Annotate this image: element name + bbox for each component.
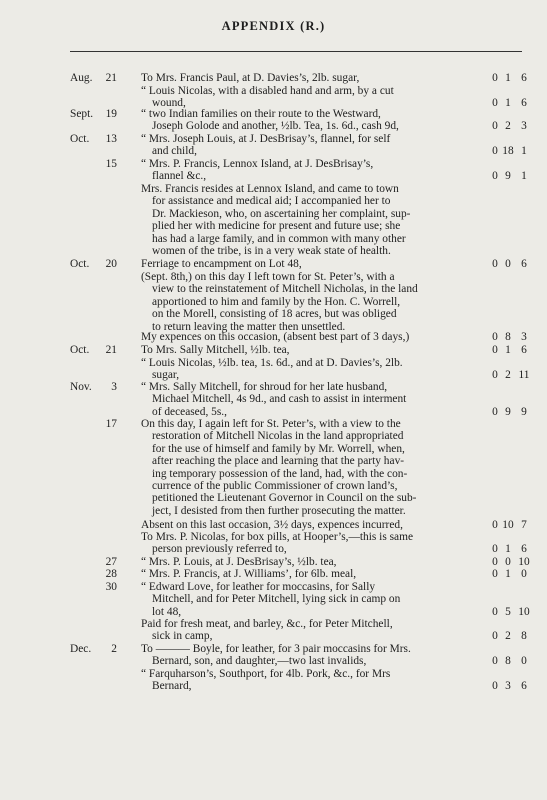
entry-line: To Mrs. Sally Mitchell, ½lb. tea, xyxy=(141,344,290,356)
amount-shillings: 5 xyxy=(505,605,511,618)
amount-shillings: 1 xyxy=(505,72,511,84)
entry-line: sugar, xyxy=(152,369,180,382)
entry-line: Paid for fresh meat, and barley, &c., for Peter Mitchell, xyxy=(141,618,393,630)
amount-pounds: 0 xyxy=(492,680,498,693)
entry-line: currence of the public Commissioner of crown land’s, xyxy=(152,480,398,493)
amount-pounds: 0 xyxy=(492,630,498,643)
entry-line: apportioned to him and family by the Hon. C. Worrell, xyxy=(152,295,401,308)
amount-shillings: 1 xyxy=(505,568,511,580)
entry-text xyxy=(141,331,479,343)
entry-day: 3 xyxy=(111,381,117,393)
entry-line: petitioned the Lieutenant Governor in Council on the sub- xyxy=(152,492,417,505)
entry-line: to return leaving the matter then unsettled. xyxy=(152,320,346,333)
entry-text xyxy=(141,381,479,418)
entry-line: “ Edward Love, for leather for moccasins, for Sally xyxy=(141,581,376,593)
amount-pence: 6 xyxy=(521,258,527,270)
amount-pounds: 0 xyxy=(492,556,498,568)
entry-line: lot 48, xyxy=(152,605,182,618)
entry-day: 17 xyxy=(105,418,117,430)
entry-line: Bernard, xyxy=(152,680,192,693)
entry-line: To Mrs. P. Nicolas, for box pills, at Hooper’s,—this is same xyxy=(141,531,414,543)
amount-pence: 7 xyxy=(521,519,527,531)
amount-pence: 1 xyxy=(521,170,527,183)
entry-text xyxy=(141,556,479,568)
entry-line: view to the reinstatement of Mitchell Nicholas, in the land xyxy=(152,283,418,296)
entry-line: ject, I desisted from then further prosecuting the matter. xyxy=(152,504,406,517)
amount-shillings: 18 xyxy=(502,145,514,158)
amount-pence: 8 xyxy=(521,630,527,643)
amount-shillings: 0 xyxy=(505,258,511,270)
amount-pence: 10 xyxy=(518,556,530,568)
amount-shillings: 8 xyxy=(505,655,511,668)
amount-pounds: 0 xyxy=(492,331,498,343)
amount-pounds: 0 xyxy=(492,97,498,110)
entry-line: To Mrs. Francis Paul, at D. Davies’s, 2lb. sugar, xyxy=(141,72,360,84)
entry-text xyxy=(141,108,479,133)
entry-month: Sept. xyxy=(70,108,94,120)
entry-line: ing temporary possession of the land, had, with the con- xyxy=(152,467,408,480)
entry-line: sick in camp, xyxy=(152,630,213,643)
entry-day: 20 xyxy=(105,258,117,270)
amount-shillings: 1 xyxy=(505,543,511,556)
amount-pence: 1 xyxy=(521,145,527,158)
amount-pounds: 0 xyxy=(492,344,498,356)
entry-line: Bernard, son, and daughter,—two last invalids, xyxy=(152,655,367,668)
entry-line: (Sept. 8th,) on this day I left town for St. Peter’s, with a xyxy=(141,271,395,283)
entry-line: Dr. Mackieson, who, on ascertaining her complaint, sup- xyxy=(152,207,411,220)
amount-pence: 0 xyxy=(521,568,527,580)
entry-line: “ Mrs. P. Francis, Lennox Island, at J. DesBrisay’s, xyxy=(141,158,374,170)
entry-line: “ Louis Nicolas, ½lb. tea, 1s. 6d., and at D. Davies’s, 2lb. xyxy=(141,357,403,369)
entry-text xyxy=(141,258,479,270)
entry-line: of deceased, 5s., xyxy=(152,405,227,418)
amount-pence: 6 xyxy=(521,680,527,693)
entry-line: for assistance and medical aid; I accompanied her to xyxy=(152,195,391,208)
entry-line: “ Farquharson’s, Southport, for 4lb. Pork, &c., for Mrs xyxy=(141,668,391,680)
entry-day: 21 xyxy=(105,72,117,84)
entry-month: Nov. xyxy=(70,381,92,393)
entry-line: “ Louis Nicolas, with a disabled hand and arm, by a cut xyxy=(141,85,394,97)
amount-pounds: 0 xyxy=(492,543,498,556)
entry-month: Dec. xyxy=(70,643,92,655)
amount-shillings: 0 xyxy=(505,556,511,568)
entry-text xyxy=(141,519,479,531)
entry-day: 27 xyxy=(105,556,117,568)
amount-pounds: 0 xyxy=(492,369,498,382)
amount-pence: 10 xyxy=(518,605,530,618)
entry-line: Ferriage to encampment on Lot 48, xyxy=(141,258,302,270)
entry-month: Oct. xyxy=(70,344,90,356)
entry-day: 13 xyxy=(105,133,117,145)
amount-pence: 0 xyxy=(521,655,527,668)
entry-line: Mrs. Francis resides at Lennox Island, and came to town xyxy=(141,183,399,195)
entry-line: flannel &c., xyxy=(152,170,207,183)
amount-shillings: 8 xyxy=(505,331,511,343)
amount-pounds: 0 xyxy=(492,120,498,133)
entry-text xyxy=(141,72,479,84)
amount-pence: 6 xyxy=(521,97,527,110)
entry-text xyxy=(141,133,479,158)
entry-line: Joseph Golode and another, ½lb. Tea, 1s. 6d., cash 9d, xyxy=(152,120,399,133)
entry-text xyxy=(141,357,479,382)
entry-text xyxy=(141,618,479,643)
entry-line: has had a large family, and in common with many other xyxy=(152,232,406,245)
entry-line: My expences on this occasion, (absent best part of 3 days,) xyxy=(141,331,410,343)
entry-line: wound, xyxy=(152,97,186,110)
amount-pounds: 0 xyxy=(492,258,498,270)
amount-pence: 3 xyxy=(521,120,527,133)
amount-pence: 6 xyxy=(521,543,527,556)
entry-text xyxy=(141,85,479,110)
entry-month: Oct. xyxy=(70,133,90,145)
amount-shillings: 2 xyxy=(505,369,511,382)
page-title: APPENDIX (R.) xyxy=(221,19,326,33)
entry-line: restoration of Mitchell Nicolas in the land appropriated xyxy=(152,430,404,443)
amount-pounds: 0 xyxy=(492,519,498,531)
amount-pounds: 0 xyxy=(492,568,498,580)
entry-line: “ Mrs. Sally Mitchell, for shroud for her late husband, xyxy=(141,381,388,393)
entry-text xyxy=(141,568,479,580)
amount-pence: 6 xyxy=(521,72,527,84)
entry-day: 30 xyxy=(105,581,117,593)
amount-pence: 9 xyxy=(521,405,527,418)
entry-line: Mitchell, and for Peter Mitchell, lying sick in camp on xyxy=(152,593,401,606)
amount-pounds: 0 xyxy=(492,405,498,418)
header-rule xyxy=(70,51,522,52)
entry-line: “ Mrs. Joseph Louis, at J. DesBrisay’s, flannel, for self xyxy=(141,133,391,145)
entry-day: 2 xyxy=(111,643,117,655)
amount-shillings: 3 xyxy=(505,680,511,693)
entry-line: after reaching the place and learning that the party hav- xyxy=(152,455,405,468)
entry-day: 15 xyxy=(105,158,117,170)
amount-shillings: 9 xyxy=(505,405,511,418)
amount-pounds: 0 xyxy=(492,145,498,158)
entry-text xyxy=(141,668,479,693)
entry-line: On this day, I again left for St. Peter’s, with a view to the xyxy=(141,418,401,430)
entry-text xyxy=(141,183,479,257)
entry-line: Michael Mitchell, 4s 9d., and cash to assist in interment xyxy=(152,393,407,406)
entry-day: 28 xyxy=(105,568,117,580)
amount-pounds: 0 xyxy=(492,605,498,618)
amount-pence: 3 xyxy=(521,331,527,343)
entry-line: and child, xyxy=(152,145,197,158)
amount-pence: 11 xyxy=(518,369,530,382)
entry-month: Aug. xyxy=(70,72,93,84)
entry-line: Absent on this last occasion, 3½ days, expences incurred, xyxy=(141,519,403,531)
entry-line: person previously referred to, xyxy=(152,543,287,556)
entry-line: for the use of himself and family by Mr. Worrell, when, xyxy=(152,442,405,455)
entry-text xyxy=(141,271,479,333)
entry-day: 21 xyxy=(105,344,117,356)
entry-line: “ two Indian families on their route to the Westward, xyxy=(141,108,381,120)
amount-pence: 6 xyxy=(521,344,527,356)
entry-line: women of the tribe, is in a very weak state of health. xyxy=(152,245,391,258)
amount-pounds: 0 xyxy=(492,72,498,84)
entry-line: plied her with medicine for present and future use; she xyxy=(152,220,401,233)
entry-text xyxy=(141,581,479,618)
entry-line: To ——— Boyle, for leather, for 3 pair moccasins for Mrs. xyxy=(141,643,411,655)
amount-shillings: 2 xyxy=(505,630,511,643)
entry-line: on the Morell, consisting of 18 acres, but was obliged xyxy=(152,308,397,321)
entry-text xyxy=(141,418,479,517)
amount-shillings: 10 xyxy=(502,519,514,531)
amount-shillings: 9 xyxy=(505,170,511,183)
amount-pounds: 0 xyxy=(492,655,498,668)
entry-line: “ Mrs. P. Louis, at J. DesBrisay’s, ½lb. tea, xyxy=(141,556,337,568)
amount-shillings: 1 xyxy=(505,344,511,356)
entry-line: “ Mrs. P. Francis, at J. Williams’, for 6lb. meal, xyxy=(141,568,357,580)
entry-text xyxy=(141,643,479,668)
entry-text xyxy=(141,531,479,556)
amount-shillings: 2 xyxy=(505,120,511,133)
amount-shillings: 1 xyxy=(505,97,511,110)
entry-text xyxy=(141,158,479,183)
entry-text xyxy=(141,344,479,356)
entry-month: Oct. xyxy=(70,258,90,270)
entry-day: 19 xyxy=(105,108,117,120)
amount-pounds: 0 xyxy=(492,170,498,183)
